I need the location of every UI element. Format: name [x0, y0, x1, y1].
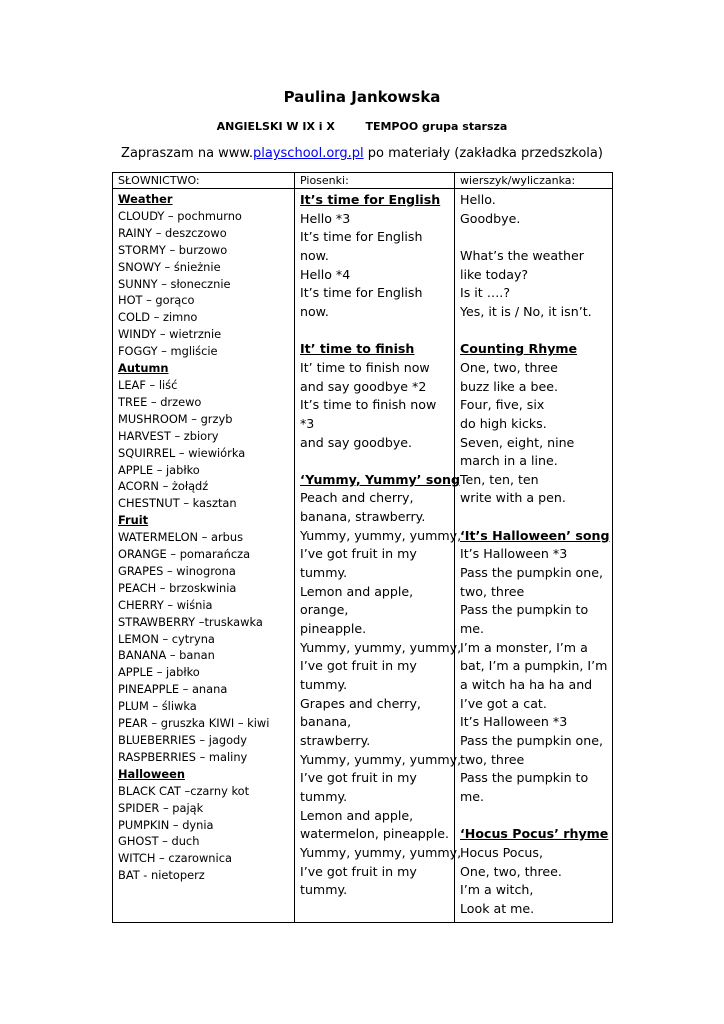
rhyme-line: Is it ….?: [460, 285, 510, 301]
vocab-line: FOGGY – mgliście: [118, 344, 218, 359]
song-line: Peach and cherry,: [300, 490, 414, 506]
vocab-heading: Halloween: [118, 766, 185, 781]
rhyme-line: It’s Halloween *3: [460, 714, 568, 730]
vocab-line: PUMPKIN – dynia: [118, 817, 214, 832]
spacer: [460, 807, 607, 826]
vocab-line: WATERMELON – arbus: [118, 530, 244, 545]
song-line: I’ve got fruit in my: [300, 658, 417, 674]
document-title: Paulina Jankowska: [283, 88, 441, 106]
rhyme-line: write with a pen.: [460, 490, 566, 506]
rhyme-line: Pass the pumpkin to: [460, 770, 589, 786]
vocab-line: GHOST – duch: [118, 834, 200, 849]
song-heading: It’s time for English: [300, 192, 441, 207]
song-line: Yummy, yummy, yummy,: [300, 527, 462, 543]
vocab-line: RASPBERRIES – maliny: [118, 749, 248, 764]
vocab-line: CHERRY – wiśnia: [118, 597, 213, 612]
vocab-line: BLACK CAT –czarny kot: [118, 783, 250, 798]
rhyme-line: Hocus Pocus,: [460, 844, 543, 860]
rhyme-line: Goodbye.: [460, 210, 521, 226]
vocab-line: LEAF – liść: [118, 377, 178, 392]
rhyme-line: What’s the weather: [460, 247, 584, 263]
table-body-row: [113, 189, 613, 923]
rhyme-line: Pass the pumpkin one,: [460, 565, 603, 581]
rhyme-line: Hello.: [460, 192, 496, 207]
song-line: I’ve got fruit in my: [300, 770, 417, 786]
song-heading: It’ time to finish: [300, 341, 415, 357]
vocab-line: GRAPES – winogrona: [118, 563, 236, 578]
rhyme-line: march in a line.: [460, 453, 558, 469]
header-rhymes: wierszyk/wyliczanka:: [455, 173, 613, 189]
vocab-line: COLD – zimno: [118, 310, 198, 325]
content-table: [112, 172, 613, 923]
vocabulary-column: [113, 189, 295, 923]
rhyme-heading: Counting Rhyme: [460, 341, 578, 357]
song-line: strawberry.: [300, 733, 371, 748]
spacer: [460, 228, 607, 247]
rhyme-line: Yes, it is / No, it isn’t.: [460, 303, 592, 319]
vocab-line: PEACH – brzoskwinia: [118, 580, 237, 595]
vocab-line: STRAWBERRY –truskawka: [118, 614, 263, 629]
rhyme-line: One, two, three: [460, 359, 558, 375]
rhyme-line: It’s Halloween *3: [460, 546, 568, 562]
vocab-line: BLUEBERRIES – jagody: [118, 733, 248, 747]
rhyme-line: me.: [460, 621, 485, 637]
rhyme-line: a witch ha ha ha and: [460, 677, 593, 693]
vocab-line: BANANA – banan: [118, 648, 215, 663]
vocab-line: WITCH – czarownica: [118, 851, 232, 866]
song-line: Hello *4: [300, 266, 351, 282]
vocab-line: TREE – drzewo: [118, 394, 202, 409]
song-line: I’ve got fruit in my: [300, 546, 417, 562]
vocab-line: ACORN – żołądź: [118, 479, 209, 494]
song-line: banana, strawberry.: [300, 509, 426, 525]
rhyme-line: I’m a witch,: [460, 882, 534, 898]
rhyme-line: Four, five, six: [460, 397, 545, 413]
song-line: banana,: [300, 714, 352, 730]
header-songs: Piosenki:: [295, 173, 455, 189]
song-line: It’s time for English: [300, 285, 423, 301]
vocab-line: CLOUDY – pochmurno: [118, 208, 242, 223]
spacer: [460, 322, 607, 341]
song-line: tummy.: [300, 677, 348, 693]
song-line: Lemon and apple,: [300, 583, 414, 599]
vocab-line: PLUM – śliwka: [118, 699, 197, 714]
vocab-heading: Weather: [118, 192, 173, 206]
header-vocabulary: SŁOWNICTWO:: [113, 173, 295, 189]
song-line: now.: [300, 247, 329, 263]
rhyme-line: Look at me.: [460, 900, 535, 916]
song-line: Lemon and apple,: [300, 807, 414, 823]
rhyme-line: like today?: [460, 266, 529, 282]
rhyme-line: I’ve got a cat.: [460, 695, 547, 711]
vocab-line: WINDY – wietrznie: [118, 327, 222, 342]
rhyme-line: bat, I’m a pumpkin, I’m: [460, 658, 608, 674]
song-line: I’ve got fruit in my: [300, 863, 417, 879]
song-line: and say goodbye *2: [300, 378, 427, 394]
vocab-line: SPIDER – pająk: [118, 800, 204, 815]
songs-column: [295, 189, 462, 923]
vocab-line: PEAR – gruszka KIWI – kiwi: [118, 716, 270, 731]
rhyme-line: Pass the pumpkin to: [460, 602, 589, 618]
vocab-line: PINEAPPLE – anana: [118, 682, 228, 697]
vocab-heading: Autumn: [118, 361, 169, 376]
song-line: watermelon, pineapple.: [300, 826, 450, 842]
invite-line: [0, 146, 724, 161]
vocab-line: ORANGE – pomarańcza: [118, 547, 251, 562]
spacer: [460, 508, 607, 527]
song-line: now.: [300, 303, 329, 319]
rhyme-line: I’m a monster, I’m a: [460, 639, 588, 655]
rhyme-line: two, three: [460, 583, 525, 599]
rhyme-line: buzz like a bee.: [460, 378, 559, 394]
song-line: pineapple.: [300, 621, 367, 637]
rhyme-line: Pass the pumpkin one,: [460, 732, 603, 748]
song-line: Grapes and cherry,: [300, 695, 421, 711]
spacer: [300, 452, 449, 471]
invite-prefix: Zapraszam na www.: [121, 146, 254, 161]
rhyme-line: two, three: [460, 751, 525, 767]
song-heading: ‘Yummy, Yummy’ song: [300, 471, 460, 487]
song-line: tummy.: [300, 565, 348, 581]
spacer: [300, 322, 449, 341]
song-line: It’s time to finish now: [300, 397, 437, 413]
document-subtitle: ANGIELSKI W IX i X TEMPOO grupa starsza: [216, 120, 508, 133]
vocab-line: SNOWY – śnieżnie: [118, 259, 221, 274]
song-line: *3: [300, 415, 315, 431]
vocab-line: APPLE – jabłko: [118, 462, 200, 477]
vocab-line: RAINY – deszczowo: [118, 225, 227, 240]
invite-suffix: po materiały (zakładka przedszkola): [363, 146, 603, 161]
playschool-link[interactable]: playschool.org.pl: [253, 146, 364, 161]
vocab-line: SUNNY – słonecznie: [118, 276, 231, 291]
rhyme-line: Seven, eight, nine: [460, 434, 575, 450]
vocab-line: BAT - nietoperz: [118, 868, 205, 883]
song-line: tummy.: [300, 882, 348, 898]
rhymes-column: [455, 189, 613, 923]
vocab-line: CHESTNUT – kasztan: [118, 496, 237, 511]
vocab-line: HARVEST – zbiory: [118, 428, 219, 443]
song-line: and say goodbye.: [300, 434, 413, 450]
rhyme-heading: ‘Hocus Pocus’ rhyme: [460, 826, 609, 842]
rhyme-line: me.: [460, 788, 485, 804]
song-line: Yummy, yummy, yummy,: [300, 844, 462, 860]
rhyme-heading: ‘It’s Halloween’ song: [460, 527, 610, 543]
vocab-line: APPLE – jabłko: [118, 665, 200, 680]
song-line: Yummy, yummy, yummy,: [300, 751, 462, 767]
song-line: It’ time to finish now: [300, 359, 430, 375]
vocab-line: MUSHROOM – grzyb: [118, 411, 233, 426]
vocab-line: LEMON – cytryna: [118, 631, 215, 646]
song-line: tummy.: [300, 788, 348, 804]
rhyme-line: Ten, ten, ten: [460, 471, 539, 487]
song-line: Yummy, yummy, yummy,: [300, 639, 462, 655]
vocab-line: STORMY – burzowo: [118, 242, 228, 257]
vocab-line: HOT – gorąco: [118, 293, 195, 308]
song-line: orange,: [300, 602, 349, 618]
table-header-row: [113, 173, 613, 189]
song-line: It’s time for English: [300, 229, 423, 245]
rhyme-line: do high kicks.: [460, 415, 547, 431]
rhyme-line: One, two, three.: [460, 863, 562, 879]
vocab-line: SQUIRREL – wiewiórka: [118, 445, 246, 460]
vocab-heading: Fruit: [118, 513, 149, 528]
song-line: Hello *3: [300, 210, 351, 226]
